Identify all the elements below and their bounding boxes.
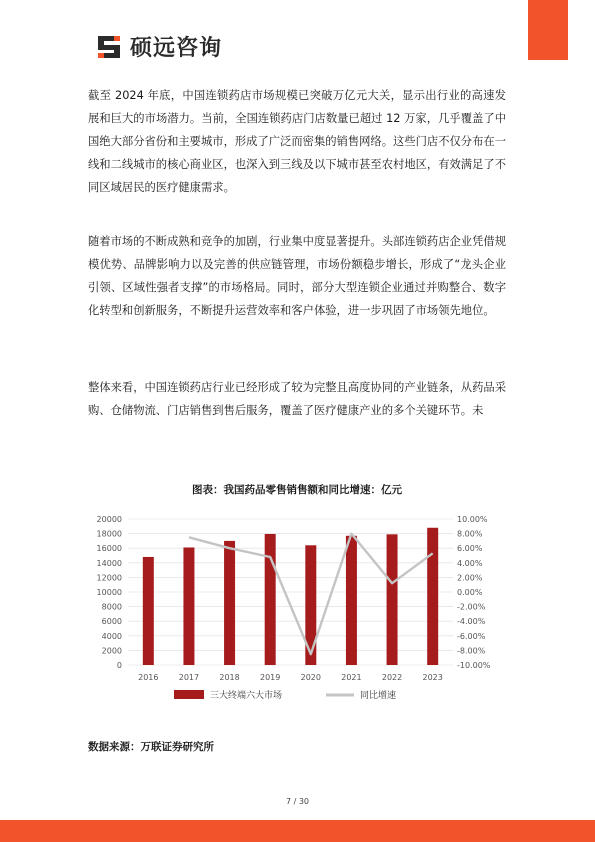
x-tick-label: 2022 xyxy=(381,673,403,682)
bottom-accent-bar xyxy=(0,820,595,842)
y-left-tick-label: 20000 xyxy=(96,515,122,524)
brand-name: 硕远咨询 xyxy=(130,36,223,61)
y-left-tick-label: 14000 xyxy=(96,558,122,568)
y-left-tick-label: 6000 xyxy=(101,617,122,627)
paragraph-1: 截至 2024 年底，中国连锁药店市场规模已突破万亿元大关，显示出行业的高速发展和巨大的市场潜力。当前，全国连锁药店门店数量已超过 12 万家，几乎覆盖了中国绝大部分省份和主要城市，形成了广泛而密集的销售网络。这些门店不仅分布在一线和二线城市的核心商业区，也深入到三线及以下城市甚至农村地区，有效满足了不同区域居民的医疗健康需求。 xyxy=(88,89,506,194)
y-left-tick-label: 0 xyxy=(116,661,122,670)
bar-2017 xyxy=(183,547,194,665)
x-tick-label: 2023 xyxy=(422,673,443,682)
y-right-tick-label: 10.00% xyxy=(457,515,488,524)
y-right-tick-label: -2.00% xyxy=(457,602,486,612)
sales-chart xyxy=(88,505,508,720)
s-logo-icon xyxy=(96,33,124,61)
x-tick-label: 2019 xyxy=(260,673,281,682)
bar-2016 xyxy=(143,557,154,665)
legend-swatch-bar xyxy=(174,690,204,699)
y-right-tick-label: 2.00% xyxy=(457,573,483,583)
legend-label-line: 同比增速 xyxy=(360,691,397,701)
y-right-tick-label: 6.00% xyxy=(457,544,483,554)
y-right-tick-label: 8.00% xyxy=(457,529,483,539)
x-tick-label: 2020 xyxy=(300,673,321,682)
bar-2022 xyxy=(387,534,398,665)
y-right-tick-label: -6.00% xyxy=(457,631,486,641)
y-right-tick-label: -8.00% xyxy=(457,646,486,656)
bar-2023 xyxy=(427,528,438,665)
y-left-tick-label: 16000 xyxy=(96,544,122,554)
y-left-tick-label: 8000 xyxy=(101,602,122,612)
y-right-tick-label: 4.00% xyxy=(457,558,483,568)
y-left-tick-label: 12000 xyxy=(96,573,122,583)
top-accent-bar xyxy=(528,0,568,60)
y-right-tick-label: -10.00% xyxy=(457,661,491,670)
y-left-tick-label: 18000 xyxy=(96,529,122,539)
data-source: 数据来源：万联证券研究所 xyxy=(88,741,214,753)
y-right-tick-label: 0.00% xyxy=(457,588,483,597)
brand-logo xyxy=(96,31,222,62)
paragraph-3: 整体来看，中国连锁药店行业已经形成了较为完整且高度协同的产业链条，从药品采购、仓储物流、门店销售到售后服务，覆盖了医疗健康产业的多个关键环节。未 xyxy=(88,381,506,417)
x-tick-label: 2016 xyxy=(138,673,159,682)
chart-title: 图表：我国药品零售销售额和同比增速：亿元 xyxy=(192,484,402,496)
page-number: 7 / 30 xyxy=(285,797,310,806)
paragraph-2: 随着市场的不断成熟和竞争的加剧，行业集中度显著提升。头部连锁药店企业凭借规模优势、品牌影响力以及完善的供应链管理，市场份额稳步增长，形成了“龙头企业引领、区域性强者支撑”的市场格局。同时，部分大型连锁企业通过并购整合、数字化转型和创新服务，不断提升运营效率和客户体验，进一步巩固了市场领先地位。 xyxy=(88,235,506,317)
legend-label-bar: 三大终端六大市场 xyxy=(210,691,283,701)
bar-2021 xyxy=(346,536,357,665)
y-left-tick-label: 4000 xyxy=(101,631,122,641)
x-tick-label: 2018 xyxy=(219,673,240,682)
y-right-tick-label: -4.00% xyxy=(457,617,486,627)
bar-2019 xyxy=(265,534,276,665)
bar-2018 xyxy=(224,541,235,665)
x-tick-label: 2021 xyxy=(341,673,362,682)
y-left-tick-label: 10000 xyxy=(96,588,122,597)
x-tick-label: 2017 xyxy=(178,673,200,682)
y-left-tick-label: 2000 xyxy=(101,646,122,656)
